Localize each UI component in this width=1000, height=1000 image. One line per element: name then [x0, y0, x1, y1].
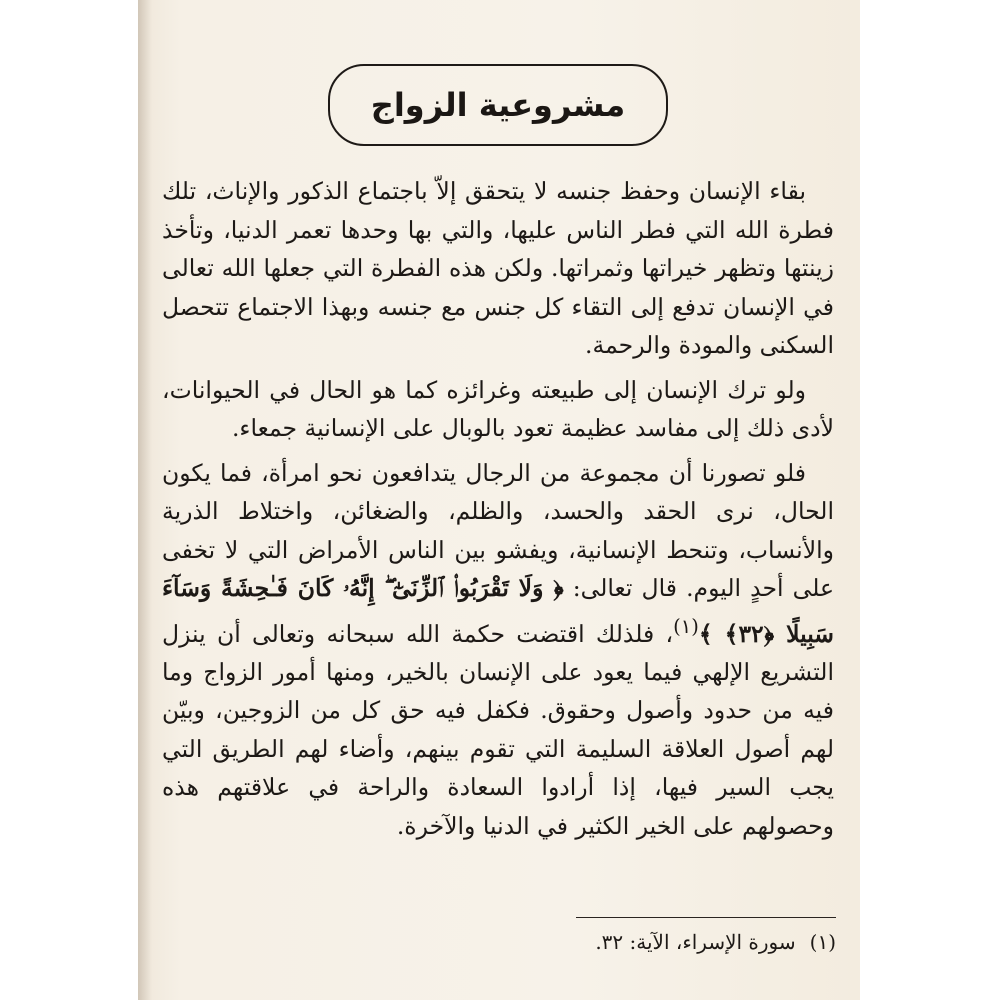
footnote-number: (١): [809, 930, 836, 954]
paragraph-3-intro: فلو تصورنا أن مجموعة من الرجال يتدافعون نحو امرأة، فما يكون الحال، نرى الحقد والحسد، والظلم، والضغائن، واختلاط الذرية والأنساب، وتنحط الإنسانية، ويفشو بين الناس الأمراض التي لا تخفى على أحدٍ اليوم. قال تعالى:: [162, 458, 834, 602]
footnote-reference: (١): [673, 614, 699, 638]
footnote-divider: [576, 917, 836, 918]
paragraph-1: بقاء الإنسان وحفظ جنسه لا يتحقق إلاّ باجتماع الذكور والإناث، تلك فطرة الله التي فطر الناس عليها، والتي بها وحدها تعمر الدنيا، وتأخذ زينتها وتظهر خيراتها وثمراتها. ولكن هذه الفطرة التي جعلها الله تعالى في الإنسان تدفع إلى التقاء كل جنس مع جنسه وبهذا الاجتماع تتحصل السكنى والمودة والرحمة.: [162, 177, 834, 359]
chapter-title: مشروعية الزواج: [370, 86, 626, 124]
footnote: [236, 930, 836, 954]
book-page: [138, 0, 860, 1000]
footnote-text: سورة الإسراء، الآية: ٣٢.: [595, 930, 796, 954]
body-text: [162, 172, 834, 851]
paragraph-3-rest: ، فلذلك اقتضت حكمة الله سبحانه وتعالى أن ينزل التشريع الإلهي فيما يعود على الإنسان بالخير، ومنها أمور الزواج وما فيه من حدود وأصول وحقوق. فكفل فيه حق كل من الزوجين، وبيّن لهم أصول العلاقة السليمة التي تقوم بينهم، وأضاء لهم الطريق التي يجب السير فيها، إذا أرادوا السعادة والراحة في علاقتهم هذه وحصولهم على الخير الكثير في الدنيا والآخرة.: [162, 619, 834, 840]
paragraph-2: ولو ترك الإنسان إلى طبيعته وغرائزه كما هو الحال في الحيوانات، لأدى ذلك إلى مفاسد عظيمة تعود بالوبال على الإنسانية جمعاء.: [162, 375, 834, 442]
page-gutter-shadow: [138, 0, 152, 1000]
quran-verse: ﴿ وَلَا تَقْرَبُوا۟ ٱلزِّنَىٰٓ ۖ إِنَّهُۥ كَانَ فَـٰحِشَةً وَسَآءَ سَبِيلًا ﴿٣٢﴾ ﴾: [162, 574, 834, 648]
paragraph-3: [162, 454, 834, 846]
chapter-title-frame: [328, 64, 668, 146]
